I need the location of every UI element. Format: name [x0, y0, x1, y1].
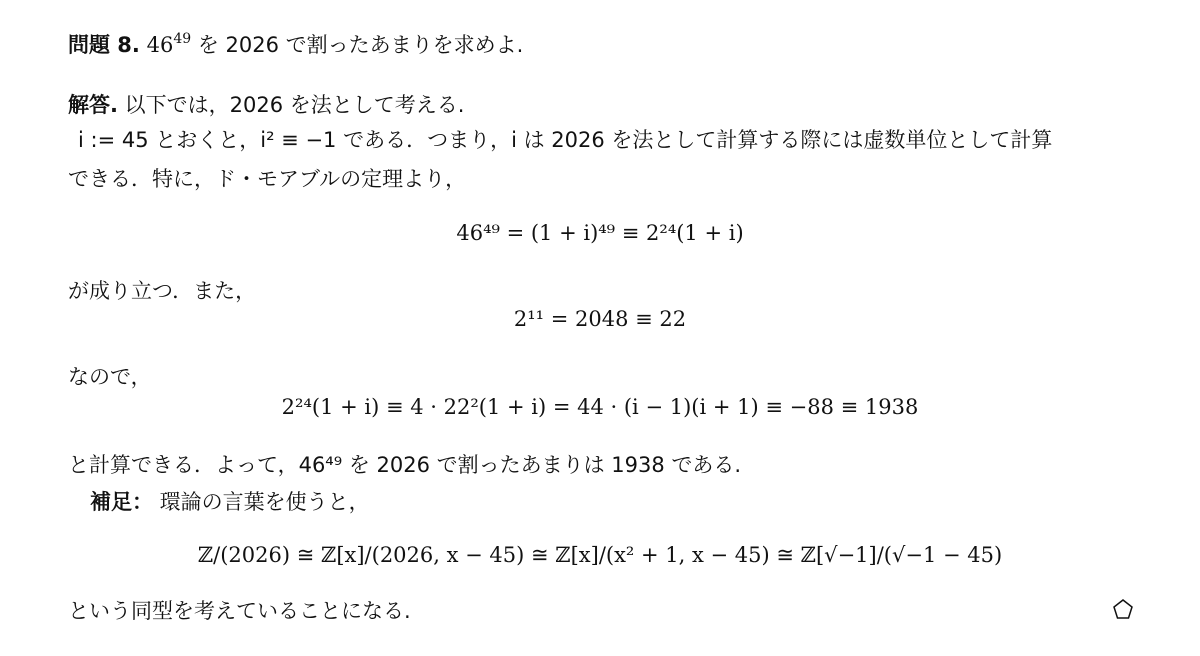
problem-text: を 2026 で割ったあまりを求めよ. — [191, 33, 524, 57]
problem-base: 46 — [146, 33, 174, 57]
equation-2: 2¹¹ = 2048 ≡ 22 — [513, 307, 687, 331]
equation-4: ℤ/(2026) ≅ ℤ[x]/(2026, x − 45) ≅ ℤ[x]/(x² + 1, x − 45) ≅ ℤ[√−1]/(√−1 − 45) — [197, 543, 1003, 567]
note-line — [90, 487, 370, 517]
solution-line-3: が成り立つ．また， — [68, 279, 257, 303]
equation-3: 2²⁴(1 + i) ≡ 4 · 22²(1 + i) = 44 · (i − 1)(i + 1) ≡ −88 ≡ 1938 — [281, 395, 919, 419]
note-text: 環論の言葉を使うと， — [153, 490, 370, 514]
note-label: 補足： — [90, 490, 153, 514]
problem-exponent: 49 — [173, 31, 192, 47]
solution-intro-line — [68, 90, 464, 120]
equation-1: 46⁴⁹ = (1 + i)⁴⁹ ≡ 2²⁴(1 + i) — [456, 221, 744, 245]
solution-line-1: i := 45 とおくと，i² ≡ −1 である．つまり，i は 2026 を法として計算する際には虚数単位として計算 — [78, 128, 1053, 152]
solution-line-2: できる．特に，ド・モアブルの定理より， — [68, 167, 467, 191]
problem-statement — [68, 30, 523, 60]
problem-label: 問題 8. — [68, 33, 140, 57]
pentagon-icon — [1112, 598, 1134, 620]
solution-label: 解答. — [68, 93, 118, 117]
solution-line-4: なので， — [68, 365, 152, 389]
solution-line-5: と計算できる．よって，46⁴⁹ を 2026 で割ったあまりは 1938 である. — [68, 453, 742, 477]
solution-intro: 以下では，2026 を法として考える. — [117, 93, 465, 117]
solution-line-6: という同型を考えていることになる. — [68, 599, 411, 623]
